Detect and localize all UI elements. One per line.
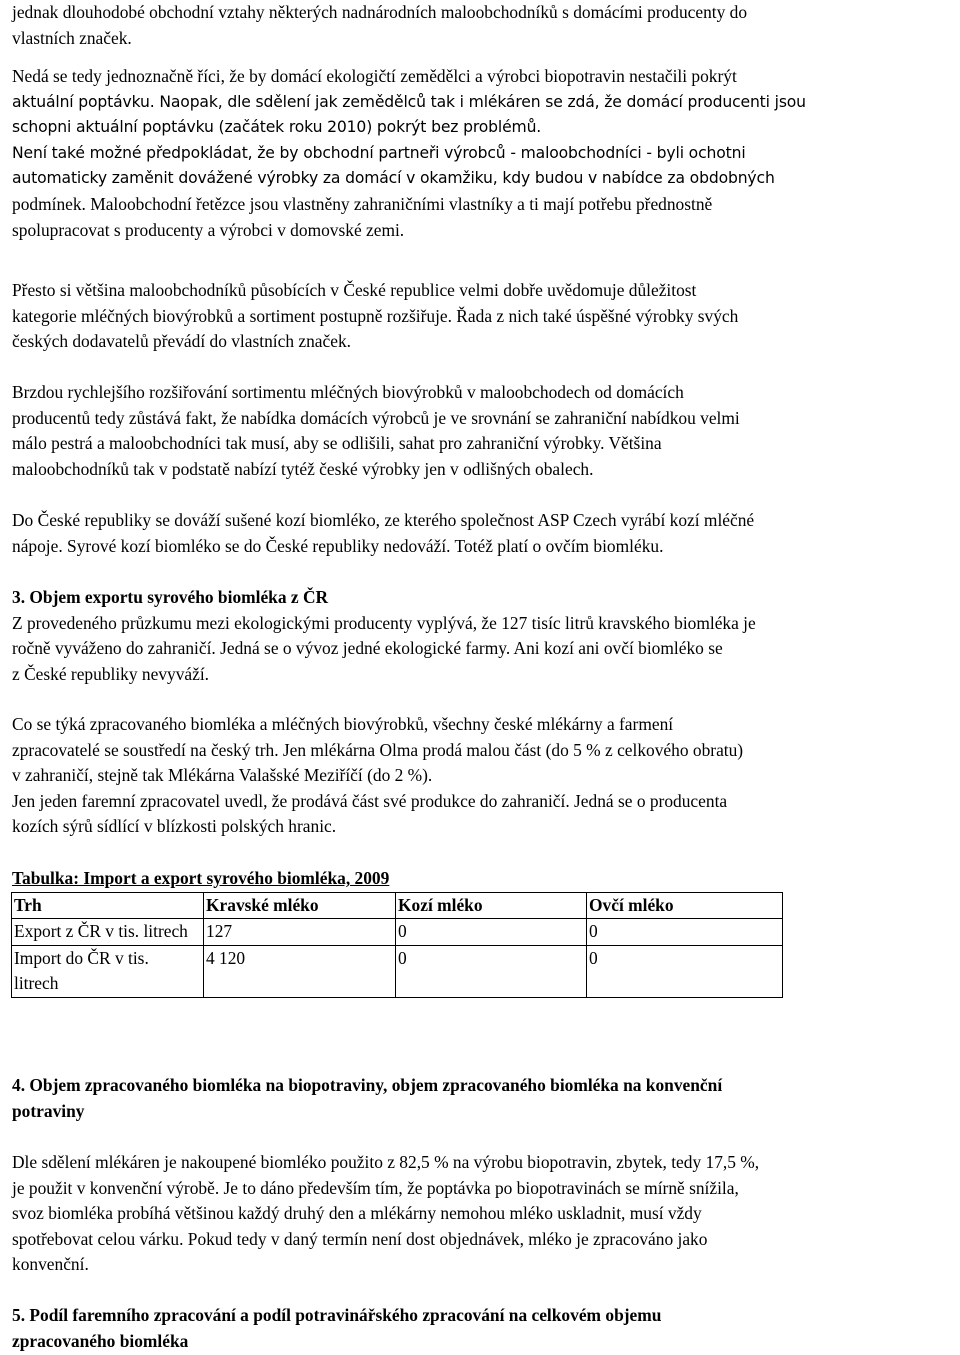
text-line: podmínek. Maloobchodní řetězce jsou vlastněny zahraničními vlastníky a ti mají potřebu přednostně — [12, 193, 713, 214]
text-line: producentů tedy zůstává fakt, že nabídka domácích výrobců je ve srovnání se zahraniční nabídkou velmi — [12, 407, 740, 428]
text-line: kategorie mléčných biovýrobků a sortiment postupně rozšiřuje. Řada z nich také úspěšné výrobky svých — [12, 305, 739, 326]
text-line: Z provedeného průzkumu mezi ekologickými producenty vyplývá, že 127 tisíc litrů kravského biomléka je — [12, 612, 756, 633]
table-section — [12, 866, 957, 998]
text-line: je použit v konvenční výrobě. Je to dáno především tím, že poptávka po biopotravinách se mírně snížila, — [12, 1177, 739, 1198]
section-5-heading: 5. Podíl faremního zpracování a podíl potravinářského zpracování na celkovém objemu — [12, 1305, 662, 1325]
text-line: českých dodavatelů převádí do vlastních značek. — [12, 331, 351, 352]
table-cell: 4 120 — [204, 945, 396, 997]
text-line: Jen jeden faremní zpracovatel uvedl, že prodává část své produkce do zahraničí. Jedná se o producenta — [12, 790, 728, 811]
table-cell: 0 — [396, 919, 587, 946]
text-line: Dle sdělení mlékáren je nakoupené biomléko použito z 82,5 % na výrobu biopotravin, zbytek, tedy 17,5 %, — [12, 1152, 760, 1172]
table-row — [12, 919, 783, 946]
paragraph-vztahy — [12, 0, 957, 51]
section-3 — [12, 585, 957, 687]
text-line: spotřebovat celou várku. Pokud tedy v daný termín není dost objednávek, mléko je zpracováno jako — [12, 1228, 708, 1249]
text-line: maloobchodníků tak v podstatě nabízí tytéž české výrobky jen v odlišných obalech. — [12, 458, 594, 479]
text-line: Do České republiky se dováží sušené kozí biomléko, ze kterého společnost ASP Czech vyrábí kozí mléčné — [12, 510, 755, 530]
table-cell: 0 — [587, 945, 783, 997]
section-4 — [12, 1073, 957, 1124]
text-line: kozích sýrů sídlící v blízkosti polských hranic. — [12, 816, 337, 837]
text-line: ročně vyváženo do zahraničí. Jedná se o vývoz jedné ekologické farmy. Ani kozí ani ovčí biomléko se — [12, 638, 723, 659]
section-5-heading: zpracovaného biomléka — [12, 1330, 189, 1351]
paragraph-zpracovane — [12, 712, 957, 840]
paragraph-dovoz — [12, 508, 957, 559]
table-caption: Tabulka: Import a export syrového biomléka, 2009 — [12, 868, 390, 888]
text-line: svoz biomléka probíhá většinou každý druhý den a mlékárny nemohou mléko uskladnit, musí vždy — [12, 1203, 702, 1224]
paragraph-mlekarny — [12, 1150, 957, 1278]
table-header-cell: Kozí mléko — [396, 892, 587, 919]
text-line: Přesto si většina maloobchodníků působících v České republice velmi dobře uvědomuje důležitost — [12, 280, 697, 300]
paragraph-presto — [12, 278, 957, 355]
text-line: zpracovatelé se soustředí na český trh. Jen mlékárna Olma prodá malou část (do 5 % z celkového obratu) — [12, 739, 744, 760]
text-line: nápoje. Syrové kozí biomléko se do České republiky nedováží. Totéž platí o ovčím biomléku. — [12, 535, 664, 556]
text-line: Brzdou rychlejšího rozšiřování sortimentu mléčných biovýrobků v maloobchodech od domácích — [12, 382, 684, 402]
text-line: v zahraničí, stejně tak Mlékárna Valašské Meziříčí (do 2 %). — [12, 765, 433, 786]
text-line: jednak dlouhodobé obchodní vztahy některých nadnárodních maloobchodníků s domácími producenty do — [12, 2, 748, 22]
text-line: z České republiky nevyváží. — [12, 663, 210, 684]
text-line: Nedá se tedy jednoznačně říci, že by domácí ekologičtí zemědělci a výrobci biopotravin nestačili pokrýt — [12, 66, 737, 86]
section-4-heading: potraviny — [12, 1100, 85, 1121]
table-header-row — [12, 892, 783, 919]
section-5 — [12, 1303, 957, 1354]
table-cell: 0 — [587, 919, 783, 946]
text-line: Není také možné předpokládat, že by obchodní partneři výrobců - maloobchodníci - byli ochotni — [12, 143, 746, 162]
text-line: automaticky zaměnit dovážené výrobky za domácí v okamžiku, kdy budou v nabídce za obdobných — [12, 169, 775, 188]
text-line: konvenční. — [12, 1254, 89, 1275]
paragraph-brzdou — [12, 380, 957, 482]
table-header-cell: Ovčí mléko — [587, 892, 783, 919]
table-cell: 0 — [396, 945, 587, 997]
paragraph-poptavka — [12, 64, 957, 243]
text-line: aktuální poptávku. Naopak, dle sdělení jak zemědělců tak i mlékáren se zdá, že domácí producenti jsou — [12, 92, 806, 111]
text-line: spolupracovat s producenty a výrobci v domovské zemi. — [12, 219, 405, 240]
text-line: vlastních značek. — [12, 27, 132, 48]
section-4-heading: 4. Objem zpracovaného biomléka na biopotraviny, objem zpracovaného biomléka na konvenční — [12, 1075, 723, 1095]
table-cell: 127 — [204, 919, 396, 946]
table-header-cell: Trh — [12, 892, 204, 919]
table-header-cell: Kravské mléko — [204, 892, 396, 919]
text-line: Co se týká zpracovaného biomléka a mléčných biovýrobků, všechny české mlékárny a farmení — [12, 714, 674, 734]
text-line: schopni aktuální poptávku (začátek roku 2010) pokrýt bez problémů. — [12, 118, 542, 137]
import-export-table — [11, 892, 783, 998]
section-3-heading: 3. Objem exportu syrového biomléka z ČR — [12, 587, 329, 607]
text-line: málo pestrá a maloobchodníci tak musí, aby se odlišili, sahat pro zahraniční výrobky. Většina — [12, 433, 662, 454]
table-cell: Export z ČR v tis. litrech — [12, 919, 204, 946]
table-cell: Import do ČR v tis. litrech — [12, 945, 204, 997]
table-row — [12, 945, 783, 997]
